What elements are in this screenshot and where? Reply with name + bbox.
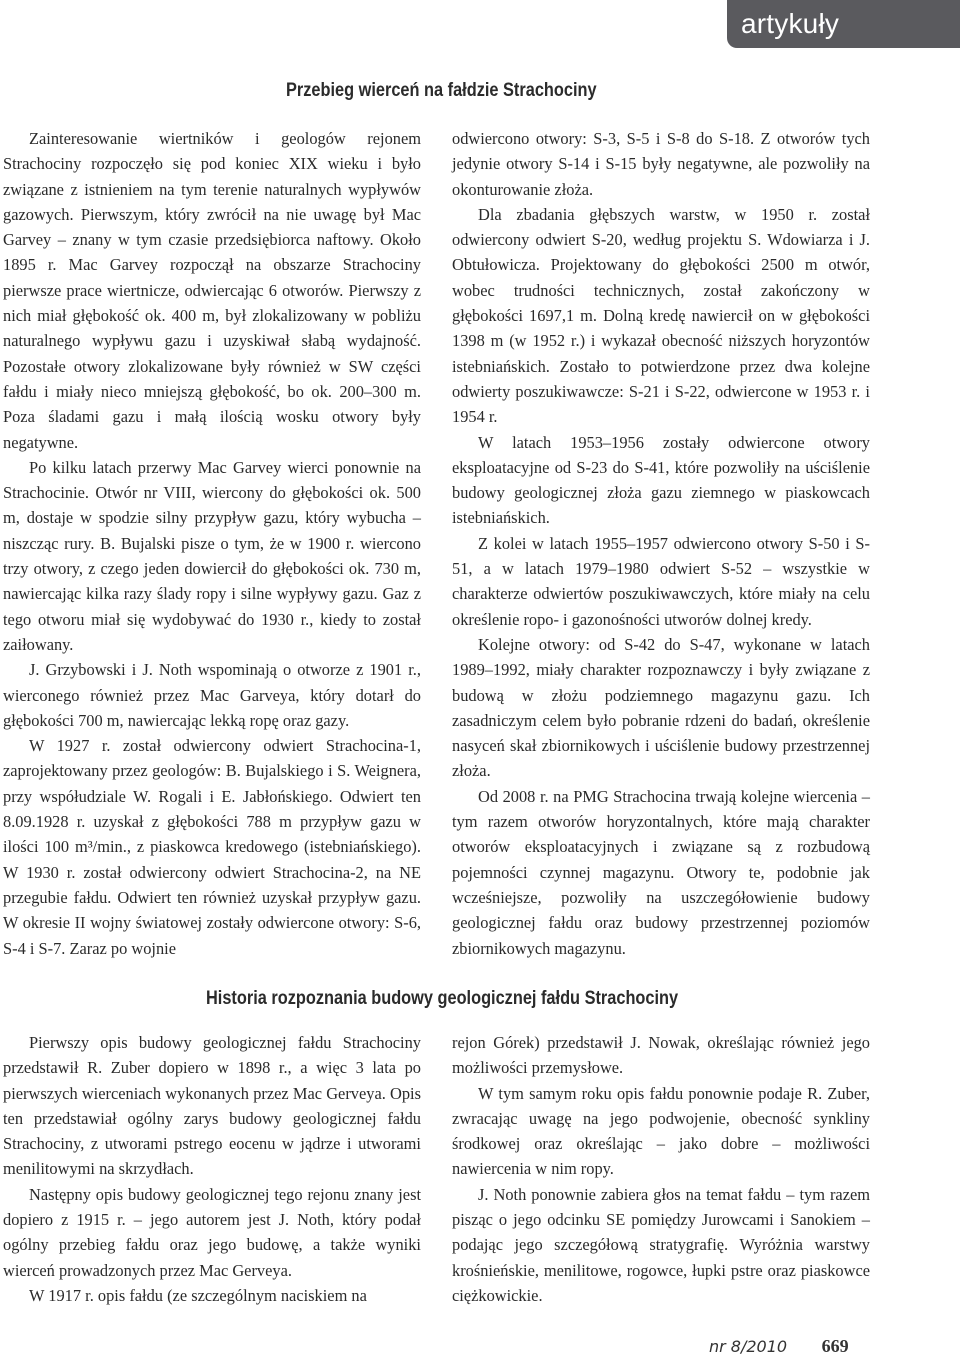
issue-number: nr 8/2010	[709, 1337, 788, 1356]
paragraph: odwiercono otwory: S-3, S-5 i S-8 do S-18. Z otworów tych jedynie otwory S-14 i S-15 były negatywne, ale pozwoliły na okonturowanie złoża.	[452, 129, 870, 199]
article-column-left	[3, 126, 421, 961]
paragraph: Po kilku latach przerwy Mac Garvey wierci ponownie na Strachocinie. Otwór nr VIII, wiercony do głębokości ok. 500 m, dostaje w spodzie silny przypływ gazu, który wybucha – niszcząc rury. B. Bujalski pisze o tym, że w 1900 r. wiercono trzy otwory, z czego jeden dowiercił do głębokości ok. 730 m, nawiercając kilka razy ślady ropy i silne wypływy gazu. Gaz z tego otworu miał się wydobywać do 1930 r., kiedy to został zaiłowany.	[3, 457, 421, 654]
section-tab	[727, 0, 960, 48]
paragraph: W 1927 r. został odwiercony odwiert Strachocina-1, zaprojektowany przez geologów: B. Bujalskiego i S. Weignera, przy współudziale W. Rogali i E. Jabłońskiego. Odwiert ten 8.09.1928 r. uzyskał z głębokości 788 m przypływ gazu w ilości 100 m³/min., z piaskowca kredowego (istebniańskiego). W 1930 r. został odwiercony odwiert Strachocina-2, na NE przegubie fałdu. Odwiert ten również uzyskał przypływ gazu. W okresie II wojny światowej zostały odwiercone otwory: S-6, S-4 i S-7. Zaraz po wojnie	[3, 736, 421, 958]
history-column-left	[3, 1030, 421, 1308]
paragraph: Od 2008 r. na PMG Strachocina trwają kolejne wiercenia – tym razem otworów horyzontalnych, które mają charakter otworów eksploatacyjnych i związane są z rozbudową pojemności czynnej magazynu. Otwory te, podobnie jak wcześniejsze, pozwoliły na uszczegółowienie budowy geologicznej fałdu oraz budowy przestrzennej poziomów zbiornikowych magazynu.	[452, 786, 870, 958]
paragraph: rejon Górek) przedstawił J. Nowak, określając również jego możliwości przemysłowe.	[452, 1033, 870, 1078]
article-column-right	[452, 126, 870, 961]
page-number: 669	[821, 1336, 849, 1356]
paragraph: Pierwszy opis budowy geologicznej fałdu Strachociny przedstawił R. Zuber dopiero w 1898 r., a więc 3 lata po pierwszych wierceniach wykonanych przez Mac Gerveya. Opis ten przedstawiał ogólny zarys budowy geologicznej fałdu Strachociny, z utworami pstrego eocenu w jądrze i utworami menilitowymi na skrzydłach.	[3, 1033, 421, 1179]
paragraph: J. Noth ponownie zabiera głos na temat fałdu – tym razem pisząc o jego odcinku SE pomiędzy Jurowcami i Sanokiem – podając jego szczegółową stratygrafię. Wyróżnia warstwy krośnieńskie, menilitowe, rogowce, łupki pstre oraz piaskowce ciężkowickie.	[452, 1184, 870, 1305]
section-label: artykuły	[741, 8, 840, 39]
paragraph: W latach 1953–1956 zostały odwiercone otwory eksploatacyjne od S-23 do S-41, które pozwoliły na uściślenie budowy geologicznej złoża gazu ziemnego w piaskowcach istebniańskich.	[452, 432, 870, 528]
paragraph: Następny opis budowy geologicznej tego rejonu znany jest dopiero z 1915 r. – jego autorem jest J. Noth, który podał ogólny przebieg fałdu oraz jego budowę, a także wyniki wierceń prowadzonych przez Mac Gerveya.	[3, 1184, 421, 1280]
paragraph: Dla zbadania głębszych warstw, w 1950 r. został odwiercony odwiert S-20, według projektu S. Wdowiarza i J. Obtułowicza. Projektowany do głębokości 2500 m otwór, wobec trudności technicznych, został zakończony w głębokości 1697,1 m. Dolną kredę nawiercił on w głębokości 1398 m (w 1952 r.) i wykazał obecność niższych horyzontów istebniańskich. Zostało to potwierdzone przez dwa kolejne odwierty poszukiwawcze: S-21 i S-22, odwiercone w 1953 r. i 1954 r.	[452, 204, 870, 427]
paragraph: W 1917 r. opis fałdu (ze szczególnym naciskiem na	[29, 1285, 367, 1305]
page-footer	[709, 1336, 849, 1356]
section-heading-history: Historia rozpoznania budowy geologicznej fałdu Strachociny	[206, 988, 679, 1009]
section-heading-drilling: Przebieg wierceń na fałdzie Strachociny	[286, 80, 597, 101]
paragraph: J. Grzybowski i J. Noth wspominają o otworze z 1901 r., wierconego również przez Mac Garveya, który dotarł do głębokości 700 m, nawiercając lekką ropę oraz gazy.	[3, 660, 421, 730]
paragraph: Z kolei w latach 1955–1957 odwiercono otwory S-50 i S-51, a w latach 1979–1980 odwiert S-52 – wszystkie w charakterze odwiertów poszukiwawczych, które miały na celu określenie ropo- i gazonośności utworów dolnej kredy.	[452, 533, 870, 629]
history-column-right	[452, 1030, 870, 1308]
paragraph: W tym samym roku opis fałdu ponownie podaje R. Zuber, zwracając uwagę na jego podwojenie, obecność synkliny środkowej oraz określając – jako dobre – możliwości nawiercenia w nim ropy.	[452, 1083, 870, 1179]
paragraph: Zainteresowanie wiertników i geologów rejonem Strachociny rozpoczęło się pod koniec XIX wieku i było związane z istnieniem na tym terenie naturalnych wypływów gazowych. Pierwszym, który zwrócił na nie uwagę był Mac Garvey – znany w tym czasie przedsiębiorca naftowy. Około 1895 r. Mac Garvey rozpoczął na obszarze Strachociny pierwsze prace wiertnicze, odwiercając 6 otworów. Pierwszy z nich miał głębokość ok. 400 m, był zlokalizowany w pobliżu naturalnego wypływu gazu i uzyskiwał słabą wydajność. Pozostałe otwory zlokalizowane były również w SW części fałdu i miały nieco mniejszą głębokość, bo ok. 200–300 m. Poza śladami gazu i małą ilością wosku otwory były negatywne.	[3, 129, 421, 452]
paragraph: Kolejne otwory: od S-42 do S-47, wykonane w latach 1989–1992, miały charakter rozpoznawczy i były związane z budową w złożu podziemnego magazynu gazu. Ich zasadniczym celem było pobranie rdzeni do badań, określenie nasyceń skał zbiornikowych i uściślenie budowy przestrzennej złoża.	[452, 634, 870, 781]
